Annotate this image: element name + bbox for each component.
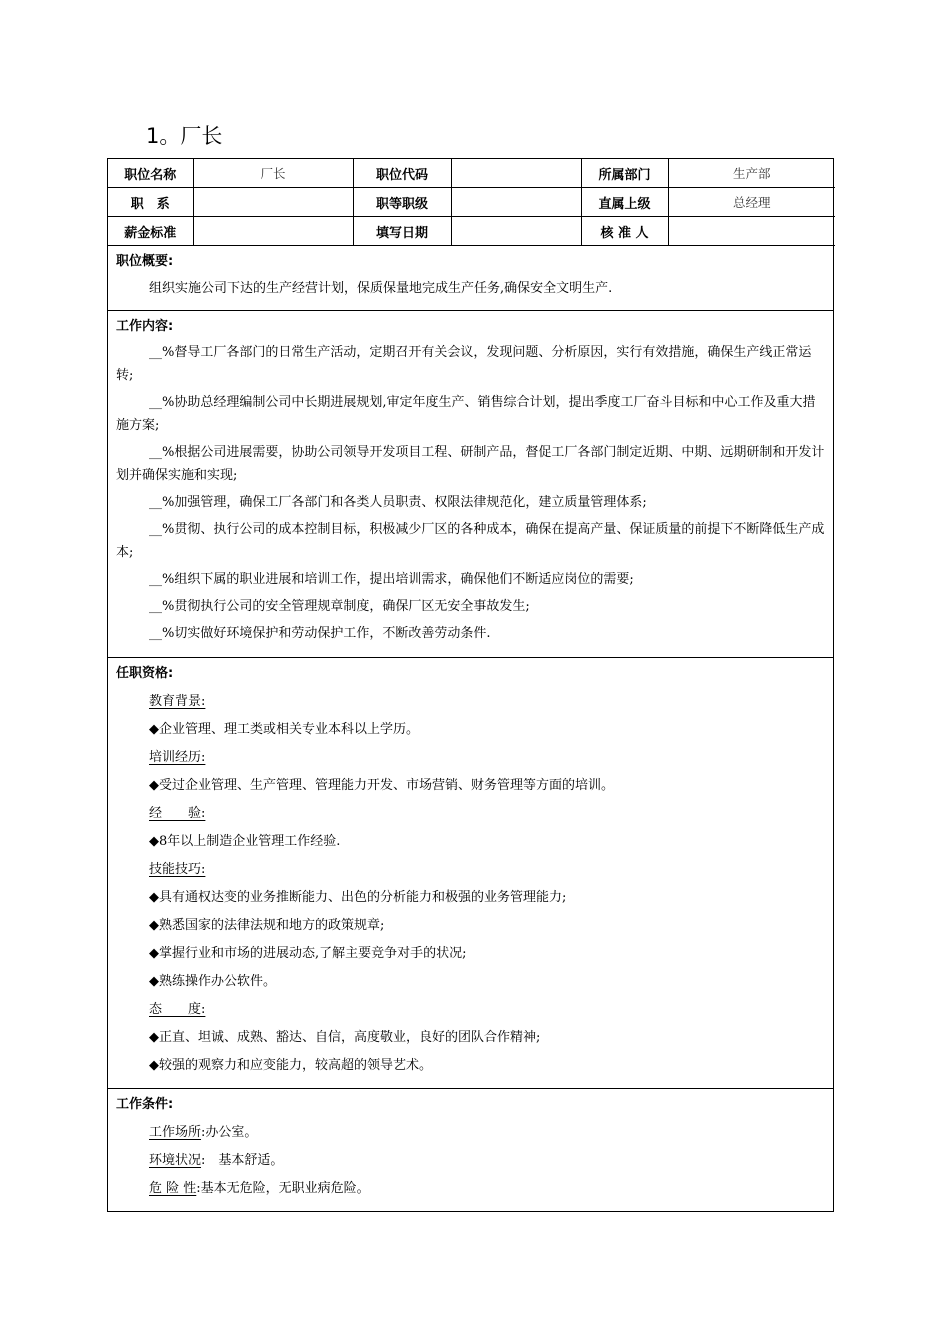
fill-date-value bbox=[451, 217, 581, 246]
conditions-heading: 工作条件: bbox=[116, 1097, 174, 1112]
conditions-section bbox=[108, 1088, 833, 1211]
duty-item: __%贯彻执行公司的安全管理规章制度，确保厂区无安全事故发生; bbox=[149, 599, 530, 614]
training-label: 培训经历: bbox=[149, 750, 206, 765]
summary-text: 组织实施公司下达的生产经营计划，保质保量地完成生产任务,确保安全文明生产. bbox=[149, 281, 613, 296]
duties-section bbox=[108, 310, 833, 657]
duty-item: __%组织下属的职业进展和培训工作，提出培训需求，确保他们不断适应岗位的需要; bbox=[149, 572, 634, 587]
work-place-label: 工作场所 bbox=[149, 1125, 202, 1140]
environment-row bbox=[116, 1147, 825, 1175]
supervisor-label: 直属上级 bbox=[581, 188, 668, 217]
work-place-row bbox=[116, 1119, 825, 1147]
risk-value: :基本无危险，无职业病危险。 bbox=[196, 1181, 370, 1196]
risk-label: 危 险 性 bbox=[149, 1181, 197, 1196]
meta-row bbox=[108, 188, 835, 217]
position-name-label: 职位名称 bbox=[108, 159, 193, 188]
skills-item: ◆掌握行业和市场的进展动态,了解主要竞争对手的状况; bbox=[149, 946, 467, 961]
duties-heading: 工作内容: bbox=[116, 319, 174, 334]
department-value: 生产部 bbox=[668, 159, 835, 188]
skills-item: ◆熟练操作办公软件。 bbox=[149, 974, 276, 989]
skills-item: ◆熟悉国家的法律法规和地方的政策规章; bbox=[149, 918, 385, 933]
salary-label: 薪金标准 bbox=[108, 217, 193, 246]
salary-value bbox=[193, 217, 353, 246]
summary-section bbox=[108, 246, 833, 310]
supervisor-value: 总经理 bbox=[668, 188, 835, 217]
meta-row bbox=[108, 217, 835, 246]
duty-item: __%加强管理，确保工厂各部门和各类人员职责、权限法律规范化，建立质量管理体系; bbox=[149, 495, 647, 510]
page-title: 1。厂长 bbox=[146, 124, 223, 148]
experience-item: ◆8年以上制造企业管理工作经验. bbox=[149, 834, 341, 849]
duty-item: __%督导工厂各部门的日常生产活动，定期召开有关会议，发现问题、分析原因，实行有效措施，确保生产线正常运转; bbox=[116, 345, 812, 383]
department-label: 所属部门 bbox=[581, 159, 668, 188]
duty-item: __%切实做好环境保护和劳动保护工作，不断改善劳动条件. bbox=[149, 626, 491, 641]
skills-item: ◆具有通权达变的业务推断能力、出色的分析能力和极强的业务管理能力; bbox=[149, 890, 567, 905]
position-code-value bbox=[451, 159, 581, 188]
attitude-item: ◆正直、坦诚、成熟、豁达、自信，高度敬业，良好的团队合作精神; bbox=[149, 1030, 541, 1045]
education-label: 教育背景: bbox=[149, 694, 206, 709]
fill-date-label: 填写日期 bbox=[353, 217, 451, 246]
job-grade-value bbox=[451, 188, 581, 217]
duty-item: __%协助总经理编制公司中长期进展规划,审定年度生产、销售综合计划，提出季度工厂奋斗目标和中心工作及重大措施方案; bbox=[116, 395, 816, 433]
summary-heading: 职位概要: bbox=[116, 254, 174, 269]
risk-row bbox=[116, 1175, 825, 1203]
approver-value bbox=[668, 217, 835, 246]
job-description-sheet bbox=[107, 158, 834, 1212]
environment-label: 环境状况 bbox=[149, 1153, 202, 1168]
education-item: ◆企业管理、理工类或相关专业本科以上学历。 bbox=[149, 722, 419, 737]
position-name-value: 厂长 bbox=[193, 159, 353, 188]
attitude-label: 态 度: bbox=[149, 1002, 206, 1017]
attitude-item: ◆较强的观察力和应变能力，较高超的领导艺术。 bbox=[149, 1058, 432, 1073]
duty-item: __%根据公司进展需要，协助公司领导开发项目工程、研制产品，督促工厂各部门制定近期、中期、远期研制和开发计划并确保实施和实现; bbox=[116, 445, 825, 483]
position-code-label: 职位代码 bbox=[353, 159, 451, 188]
meta-row bbox=[108, 159, 835, 188]
skills-label: 技能技巧: bbox=[149, 862, 206, 877]
duty-item: __%贯彻、执行公司的成本控制目标，积极减少厂区的各种成本，确保在提高产量、保证质量的前提下不断降低生产成本; bbox=[116, 522, 825, 560]
job-family-label: 职 系 bbox=[108, 188, 193, 217]
job-family-value bbox=[193, 188, 353, 217]
qualifications-heading: 任职资格: bbox=[116, 666, 174, 681]
experience-label: 经 验: bbox=[149, 806, 206, 821]
work-place-value: :办公室。 bbox=[201, 1125, 258, 1140]
job-grade-label: 职等职级 bbox=[353, 188, 451, 217]
qualifications-section bbox=[108, 657, 833, 1088]
approver-label: 核 准 人 bbox=[581, 217, 668, 246]
training-item: ◆受过企业管理、生产管理、管理能力开发、市场营销、财务管理等方面的培训。 bbox=[149, 778, 614, 793]
job-meta-table bbox=[108, 159, 835, 246]
environment-value: : 基本舒适。 bbox=[201, 1153, 284, 1168]
